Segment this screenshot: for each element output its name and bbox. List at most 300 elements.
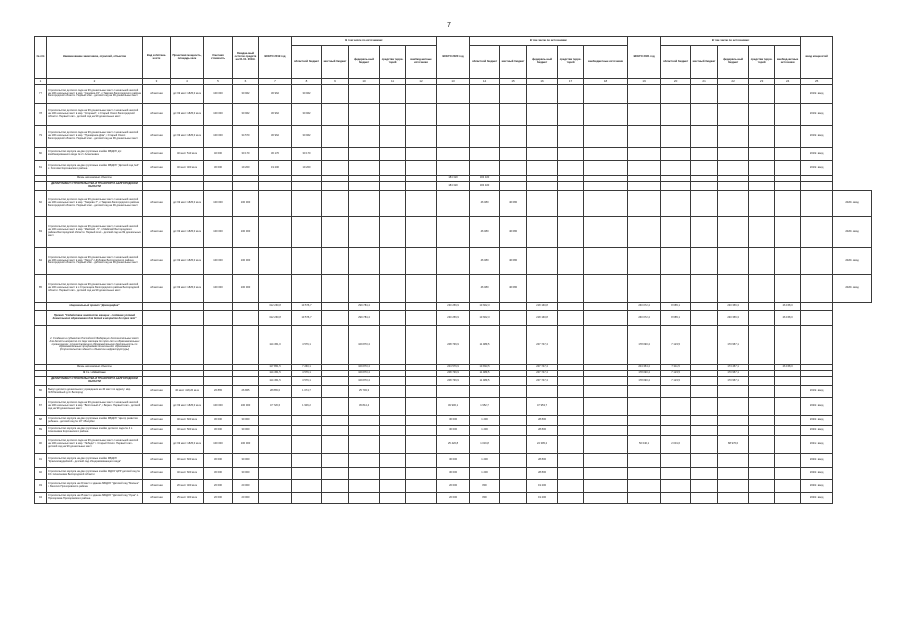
table-cell: [558, 480, 584, 493]
table-cell: [558, 217, 584, 248]
table-cell: [204, 326, 233, 365]
table-cell: [527, 161, 558, 176]
object-name-cell: В т.ч.: областные: [47, 371, 143, 377]
table-cell: [691, 275, 718, 303]
table-cell: [718, 468, 749, 480]
header-ownership: Вид собствен-ности: [143, 37, 171, 79]
table-cell: [775, 468, 801, 480]
table-cell: [628, 217, 661, 248]
table-cell: 84: [35, 248, 47, 275]
column-number: 14: [470, 79, 500, 85]
table-cell: 2020г. ввод: [801, 468, 833, 480]
table-cell: 92: [35, 468, 47, 480]
table-cell: 20 000: [204, 480, 233, 493]
object-name-cell: Строительство детского сада на 99 дошкольных мест с начальной школой на 100 школьных мест в мкр. "Майский - 5", п.Майский Белгородского района Белгородской области. Первый этап - детский сад на 99 дошкольных мест: [47, 217, 143, 248]
table-cell: [233, 377, 259, 386]
table-cell: [259, 217, 292, 248]
table-cell: [749, 248, 775, 275]
table-cell: 85: [35, 275, 47, 303]
table-cell: 10 576,7: [292, 303, 322, 311]
table-cell: [406, 480, 437, 493]
table-cell: [628, 468, 661, 480]
table-cell: [500, 493, 527, 504]
table-cell: 2020г. ввод: [833, 191, 872, 217]
table-cell: [775, 104, 801, 126]
budget-table: [34, 36, 872, 504]
table-cell: [661, 148, 691, 161]
table-cell: 207 747,4: [527, 365, 558, 371]
table-cell: [661, 386, 691, 398]
header-sources-2020: В том числе по источникам:: [470, 37, 628, 46]
table-cell: 30 000: [204, 468, 233, 480]
table-cell: 4 576,1: [292, 326, 322, 365]
column-number: 22: [718, 79, 749, 85]
table-cell: 30 170: [259, 148, 292, 161]
table-cell: [775, 493, 801, 504]
table-cell: [500, 468, 527, 480]
table-cell: 2021г. ввод: [801, 436, 833, 454]
table-cell: [775, 480, 801, 493]
table-cell: 800: [470, 480, 500, 493]
table-cell: [691, 386, 718, 398]
table-cell: [584, 398, 628, 416]
table-row: [35, 248, 872, 275]
table-cell: 207 747,4: [527, 377, 558, 386]
table-cell: [775, 248, 801, 275]
table-cell: 30 170: [292, 148, 322, 161]
table-cell: [527, 148, 558, 161]
table-cell: [380, 248, 406, 275]
table-cell: [322, 303, 349, 311]
table-cell: [437, 85, 470, 104]
object-name-cell: Вновь начинаемые объекты: [47, 365, 143, 371]
table-cell: [380, 303, 406, 311]
table-cell: 10 833,5: [470, 365, 500, 371]
table-cell: [406, 326, 437, 365]
table-cell: [406, 85, 437, 104]
table-cell: [322, 217, 349, 248]
table-cell: [349, 104, 380, 126]
table-cell: [801, 182, 833, 191]
table-cell: 30 000: [233, 468, 259, 480]
table-cell: 86: [35, 386, 47, 398]
table-cell: областная: [143, 454, 171, 468]
table-row: [35, 303, 872, 311]
table-cell: [749, 398, 775, 416]
table-cell: [775, 398, 801, 416]
table-cell: областная: [143, 398, 171, 416]
table-cell: [380, 426, 406, 436]
table-cell: [380, 161, 406, 176]
table-cell: [628, 148, 661, 161]
table-cell: [628, 191, 661, 217]
table-cell: 46 080: [470, 248, 500, 275]
table-cell: д/с 99 мест 1825,0 кв.м: [171, 436, 204, 454]
table-cell: [661, 416, 691, 426]
table-cell: [628, 275, 661, 303]
table-cell: [691, 161, 718, 176]
table-cell: 30 962: [233, 104, 259, 126]
table-cell: д/с 99 мест 1825,0 кв.м: [171, 126, 204, 148]
object-name-cell: Строительство детского сада на 99 дошкольных мест с начальной школой на 100 школьных мест в мкр. "Восточный-1", г.Бирюч. Первый этап - детский сад на 99 дошкольных мест: [47, 398, 143, 416]
table-cell: 2019г. ввод: [801, 104, 833, 126]
table-cell: [500, 126, 527, 148]
table-cell: областная: [143, 480, 171, 493]
table-cell: [35, 377, 47, 386]
object-name-cell: Строительство детского сада на 99 дошкольных мест с начальной школой на 100 школьных мест в мкр. "Пушкарное-Дом", г.Старый Оскол Белгородской области. Первый этап - детский сад на 99 дошкольных мест: [47, 126, 143, 148]
table-cell: 208 736,9: [437, 326, 470, 365]
table-cell: [259, 454, 292, 468]
table-cell: [380, 217, 406, 248]
object-name-cell: Строительство детского сада на 99 дошкольных мест с начальной школой на 100 школьных мест в мкр. "Спорный", с.Старый Оскол Белгородской области. Первый этап - детский сад на 99 дошкольных мест: [47, 104, 143, 126]
table-cell: [204, 303, 233, 311]
table-cell: 170 957,1: [718, 326, 749, 365]
table-cell: 30 000: [233, 426, 259, 436]
table-cell: [322, 104, 349, 126]
table-cell: [628, 398, 661, 416]
table-cell: [437, 161, 470, 176]
table-cell: 1 200: [470, 468, 500, 480]
header-federal-2019: федераль-ный бюджет: [349, 46, 380, 79]
table-cell: [470, 85, 500, 104]
table-cell: 40 мест 600 кв.м: [171, 468, 204, 480]
table-cell: 1 200: [470, 416, 500, 426]
table-cell: [801, 377, 833, 386]
table-cell: [380, 275, 406, 303]
table-cell: [143, 311, 171, 326]
table-cell: [470, 386, 500, 398]
object-name-cell: Строительство детского сада на 99 дошкольных мест с начальной школой на 100 школьных мест в мкр. "Лебеди" г. Старый Оскол. Первый этап - детский сад на 99 дошкольных мест: [47, 436, 143, 454]
table-cell: [691, 468, 718, 480]
table-cell: [437, 217, 470, 248]
table-cell: [292, 217, 322, 248]
table-cell: [437, 126, 470, 148]
table-cell: [661, 248, 691, 275]
table-cell: 170 957,1: [718, 377, 749, 386]
table-cell: [558, 436, 584, 454]
table-cell: [406, 468, 437, 480]
table-cell: 94: [35, 493, 47, 504]
table-cell: [558, 377, 584, 386]
table-cell: д/с 99 мест 1825,0 кв.м: [171, 191, 204, 217]
object-name-cell: Строительство детского сада на 99 дошкольных мест с начальной школой на 100 школьных мест в с.Стрелецкое Белгородского района Белгородской области. Первый этап - детский сад на 99 дошкольных мест: [47, 275, 143, 303]
table-cell: [691, 126, 718, 148]
table-row: [35, 326, 872, 365]
table-cell: областная: [143, 493, 171, 504]
object-name-cell: Вновь начинаемые объекты: [47, 176, 143, 182]
table-cell: [500, 386, 527, 398]
table-cell: 10 662,3: [470, 303, 500, 311]
table-cell: 40 мест 600 кв.м: [171, 416, 204, 426]
table-cell: [322, 191, 349, 217]
table-cell: [749, 182, 775, 191]
table-cell: 11 989,5: [470, 377, 500, 386]
table-cell: 100 000: [204, 248, 233, 275]
table-cell: [749, 303, 775, 311]
table-cell: [691, 480, 718, 493]
table-cell: [584, 182, 628, 191]
table-cell: [558, 493, 584, 504]
table-cell: [584, 386, 628, 398]
table-cell: [406, 161, 437, 176]
table-cell: [527, 85, 558, 104]
table-cell: [749, 480, 775, 493]
table-cell: 25 420,8: [437, 436, 470, 454]
table-row: [35, 398, 872, 416]
table-cell: [775, 386, 801, 398]
table-cell: [628, 480, 661, 493]
table-cell: 78: [35, 104, 47, 126]
table-row: [35, 85, 872, 104]
column-number: 1: [35, 79, 47, 85]
table-cell: [558, 311, 584, 326]
table-cell: 30 962: [259, 85, 292, 104]
table-cell: [35, 182, 47, 191]
table-cell: [527, 217, 558, 248]
table-cell: 173 457,1: [718, 365, 749, 371]
table-cell: [470, 126, 500, 148]
table-cell: 46 080: [470, 275, 500, 303]
table-cell: 25 793,3: [349, 386, 380, 398]
table-cell: 100 000: [204, 217, 233, 248]
table-cell: 7 123,5: [661, 371, 691, 377]
object-name-cell: Строительство корпуса на две групповые ячейки МБДОУ д/с комбинированного вида № 2 г.Алексеевка: [47, 148, 143, 161]
object-name-cell: Строительство корпуса на две групповые ячейки МБДОУ "Детский сад №4" с. Хохлово Корочанского района: [47, 161, 143, 176]
table-cell: 30 962: [259, 126, 292, 148]
table-cell: [259, 248, 292, 275]
table-cell: 19 200: [292, 161, 322, 176]
table-cell: 30 000: [233, 454, 259, 468]
table-cell: [661, 426, 691, 436]
table-cell: [322, 85, 349, 104]
header-total-2021: ВСЕГО 2021 год: [628, 37, 661, 79]
table-cell: 19 200: [527, 493, 558, 504]
column-number: 21: [691, 79, 718, 85]
table-cell: [527, 126, 558, 148]
table-cell: 1 016,8: [470, 436, 500, 454]
table-cell: [749, 311, 775, 326]
table-cell: [558, 161, 584, 176]
table-cell: [558, 303, 584, 311]
table-cell: [143, 326, 171, 365]
column-number: 7: [259, 79, 292, 85]
table-cell: 26 158,0: [775, 311, 801, 326]
table-cell: 2020г. ввод: [801, 398, 833, 416]
table-cell: [349, 182, 380, 191]
table-cell: [718, 217, 749, 248]
column-number: 11: [380, 79, 406, 85]
table-cell: [749, 104, 775, 126]
table-cell: 34 570: [233, 126, 259, 148]
table-cell: областная: [143, 426, 171, 436]
table-cell: [349, 248, 380, 275]
table-cell: [801, 217, 833, 248]
table-cell: 30 962: [292, 85, 322, 104]
object-name-cell: Строительство корпуса на две групповые ячейки МБДОУ "Центр развития ребенка - детский сад № 10" г.Валуйки: [47, 416, 143, 426]
table-cell: 218 160,8: [527, 311, 558, 326]
header-local-2019: местный бюджет: [322, 46, 349, 79]
table-row: [35, 126, 872, 148]
table-cell: [322, 436, 349, 454]
table-cell: 109 873,4: [349, 371, 380, 377]
table-cell: [775, 436, 801, 454]
table-cell: [718, 126, 749, 148]
table-cell: 26 158,0: [775, 365, 801, 371]
table-cell: [718, 161, 749, 176]
table-cell: 184 320: [437, 176, 470, 182]
object-name-cell: Строительство корпуса на две групповые ячейки детского сада № 4 с. Алексеевка Корочанского района: [47, 426, 143, 436]
table-cell: [259, 182, 292, 191]
header-expected-balance: Ожидае-мый остаток средств на 01.01. 2019г.: [233, 37, 259, 79]
table-cell: областная: [143, 85, 171, 104]
table-cell: [558, 468, 584, 480]
table-cell: [691, 148, 718, 161]
table-cell: 109 873,4: [349, 365, 380, 371]
table-cell: 20 000: [233, 493, 259, 504]
table-cell: [749, 217, 775, 248]
table-cell: областная: [143, 161, 171, 176]
table-cell: [584, 426, 628, 436]
table-cell: 40 мест 400 кв.м: [171, 161, 204, 176]
table-cell: [584, 303, 628, 311]
table-cell: [775, 126, 801, 148]
table-cell: 90: [35, 436, 47, 454]
table-cell: [775, 426, 801, 436]
table-cell: 218 160,8: [527, 303, 558, 311]
table-header: [35, 37, 872, 85]
table-cell: 100 000: [204, 104, 233, 126]
table-cell: [628, 161, 661, 176]
table-cell: [406, 126, 437, 148]
table-cell: областная: [143, 386, 171, 398]
table-cell: 25 мест 400 кв.м: [171, 493, 204, 504]
table-cell: 2020г. ввод: [801, 426, 833, 436]
table-cell: [661, 85, 691, 104]
table-cell: [500, 326, 527, 365]
table-cell: д/с 99 мест 1825,0 кв.м: [171, 85, 204, 104]
table-cell: [171, 303, 204, 311]
table-row: [35, 377, 872, 386]
table-cell: [322, 275, 349, 303]
table-cell: [718, 426, 749, 436]
table-cell: [628, 182, 661, 191]
table-cell: [259, 416, 292, 426]
table-cell: [558, 191, 584, 217]
table-cell: [527, 191, 558, 217]
table-cell: [749, 426, 775, 436]
table-cell: [406, 182, 437, 191]
table-cell: [628, 493, 661, 504]
table-cell: [775, 275, 801, 303]
table-cell: 30 000: [204, 426, 233, 436]
table-cell: [406, 377, 437, 386]
column-number: 23: [749, 79, 775, 85]
table-row: [35, 161, 872, 176]
header-territorial-2021: средства терри-торий: [749, 46, 775, 79]
table-cell: [718, 85, 749, 104]
table-cell: [380, 104, 406, 126]
table-cell: 184 320: [470, 182, 500, 191]
table-row: [35, 493, 872, 504]
table-cell: [661, 182, 691, 191]
table-cell: [322, 161, 349, 176]
table-cell: 26 865: [233, 386, 259, 398]
table-cell: [292, 416, 322, 426]
column-number: 24: [775, 79, 801, 85]
header-object-name: Наименование заказчиков, отраслей, объектов: [47, 37, 143, 79]
table-cell: 7 260,1: [292, 365, 322, 371]
table-cell: 184 320: [437, 182, 470, 191]
table-cell: [380, 493, 406, 504]
object-name-cell: Строительство детского сада на 99 дошкольных мест с начальной школой на 100 школьных мест в мкр. "Садовое-15", с.Таврово Белгородского района Белгородской области. Первый этап - детский сад на 99 дошкольных мест: [47, 85, 143, 104]
table-cell: [718, 386, 749, 398]
table-cell: [801, 191, 833, 217]
column-number: 5: [204, 79, 233, 85]
table-cell: [437, 275, 470, 303]
table-cell: [691, 248, 718, 275]
table-cell: 100 000: [204, 398, 233, 416]
table-cell: 46 080: [500, 191, 527, 217]
table-cell: [584, 480, 628, 493]
table-cell: [437, 148, 470, 161]
table-cell: 91: [35, 454, 47, 468]
table-cell: 208 736,9: [437, 371, 470, 377]
table-cell: 100 000: [233, 436, 259, 454]
table-cell: 47 953,7: [527, 398, 558, 416]
table-cell: [801, 311, 833, 326]
table-cell: 2019г. ввод: [801, 148, 833, 161]
header-estimate: Сметная стоимость: [204, 37, 233, 79]
table-cell: 30 000: [437, 468, 470, 480]
table-cell: [718, 416, 749, 426]
table-cell: [749, 436, 775, 454]
table-cell: 88: [35, 416, 47, 426]
table-cell: 50 040,1: [628, 436, 661, 454]
table-cell: [292, 426, 322, 436]
table-cell: [500, 480, 527, 493]
table-cell: 114 451,5: [259, 377, 292, 386]
table-cell: [500, 182, 527, 191]
table-cell: [171, 326, 204, 365]
table-cell: 260 072,4: [628, 303, 661, 311]
table-cell: 299 784,4: [349, 311, 380, 326]
table-cell: [775, 148, 801, 161]
table-cell: 19 200: [527, 480, 558, 493]
column-number: 17: [558, 79, 584, 85]
table-cell: [749, 326, 775, 365]
table-cell: областная: [143, 217, 171, 248]
table-cell: [406, 416, 437, 426]
table-cell: 1 074,7: [292, 386, 322, 398]
table-cell: [801, 275, 833, 303]
table-cell: [349, 436, 380, 454]
table-row: [35, 426, 872, 436]
table-cell: 10 576,7: [292, 311, 322, 326]
header-regional-2019: областной бюджет: [292, 46, 322, 79]
table-cell: 100 000: [204, 191, 233, 217]
table-cell: [349, 148, 380, 161]
table-cell: [380, 85, 406, 104]
table-cell: 46 080: [500, 248, 527, 275]
table-cell: [292, 182, 322, 191]
object-name-cell: ДЕПАРТАМЕНТ СТРОИТЕЛЬСТВА И ТРАНСПОРТА БЕЛГОРОДСКОЙ ОБЛАСТИ: [47, 182, 143, 191]
table-cell: 47 720,6: [259, 398, 292, 416]
table-cell: [171, 377, 204, 386]
table-cell: областная: [143, 104, 171, 126]
table-cell: 1 906,2: [292, 398, 322, 416]
table-cell: 24 395,2: [527, 436, 558, 454]
table-cell: [628, 386, 661, 398]
